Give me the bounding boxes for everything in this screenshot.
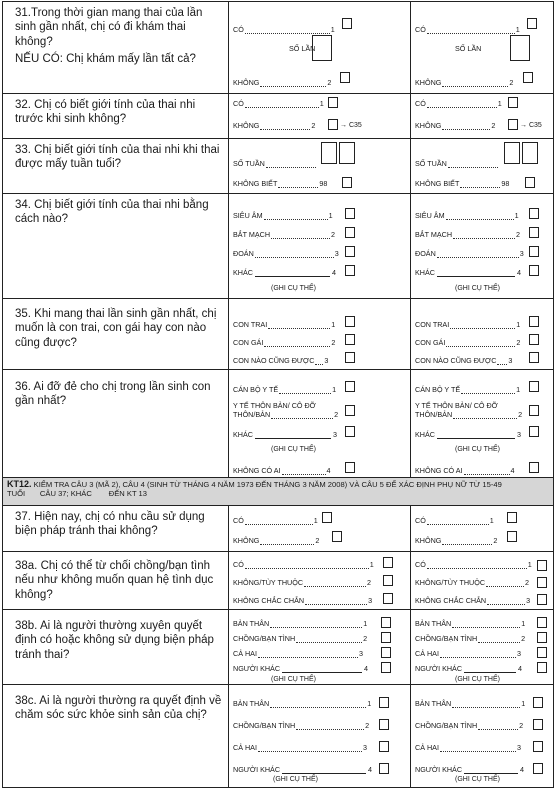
q38b-row: 38b. Ai là người thường xuyên quyết định có hoặc không sử dụng biện pháp tránh thai? BẢN THÂN 1 CHỒNG/BẠN TÌNH 2 CẢ HAI 3 NGƯỜI KHÁC 4 (GHI CỤ THỂ) BẢN THÂN 1 CHỒNG/BẠN TÌNH 2 CẢ HAI 3 NGƯỜI KHÁC 4 (GHI CỤ THỂ) xyxy=(3,610,553,685)
q32-row: 32. Chị có biết giới tính của thai nhi trước khi sinh không? CÓ 1 KHÔNG 2 → C35 CÓ 1 KHÔNG 2 → C35 xyxy=(3,94,553,139)
q38b-chong-checkbox-2[interactable] xyxy=(537,632,547,643)
q31-khong-checkbox-2[interactable] xyxy=(523,72,533,83)
q35-question: 35. Khi mang thai lần sinh gần nhất, chị muốn là con trai, con gái hay con nào cũng được? xyxy=(3,299,229,369)
q35-con-nao-checkbox-2[interactable] xyxy=(529,352,539,363)
q32-khong-checkbox[interactable] xyxy=(328,119,338,130)
q31-khong-checkbox[interactable] xyxy=(340,72,350,83)
q35-con-trai-checkbox-2[interactable] xyxy=(529,316,539,327)
q36-y-te-checkbox[interactable] xyxy=(345,405,355,416)
q36-question: 36. Ai đỡ đẻ cho chị trong lần sinh con gần nhất? xyxy=(3,370,229,477)
q37-co-checkbox[interactable] xyxy=(322,512,332,523)
q35-con-nao-checkbox[interactable] xyxy=(345,352,355,363)
q38c-ca-hai-checkbox-2[interactable] xyxy=(533,741,543,752)
q32-co-checkbox[interactable] xyxy=(328,97,338,108)
q38a-co-checkbox[interactable] xyxy=(383,557,393,568)
q38b-nguoi-khac-checkbox[interactable] xyxy=(381,662,391,673)
q37-khong-checkbox-2[interactable] xyxy=(507,531,517,542)
q36-khong-co-ai-checkbox[interactable] xyxy=(345,462,355,473)
q38b-question: 38b. Ai là người thường xuyên quyết định có hoặc không sử dụng biện pháp tránh thai? xyxy=(3,610,229,684)
q34-bat-mach-checkbox-2[interactable] xyxy=(529,227,539,238)
q38a-khong-checkbox[interactable] xyxy=(383,575,393,586)
q35-con-trai-checkbox[interactable] xyxy=(345,316,355,327)
q38c-nguoi-khac-checkbox[interactable] xyxy=(379,763,389,774)
q38c-ban-than-checkbox-2[interactable] xyxy=(533,697,543,708)
q31-row xyxy=(3,2,553,94)
q34-khac-checkbox[interactable] xyxy=(345,265,355,276)
q36-can-bo-checkbox-2[interactable] xyxy=(529,381,539,392)
q31-so-lan-box[interactable] xyxy=(312,35,332,61)
q38c-nguoi-khac-checkbox-2[interactable] xyxy=(533,763,543,774)
q33-weeks-box-1[interactable] xyxy=(321,142,337,164)
q38c-ca-hai-checkbox[interactable] xyxy=(379,741,389,752)
q38c-ban-than-checkbox[interactable] xyxy=(379,697,389,708)
q38a-row: 38a. Chị có thể từ chối chồng/bạn tình nếu như không muốn quan hệ tình dục không? CÓ 1 KHÔNG/TÙY THUỘC 2 KHÔNG CHẮC CHẮN 3 CÓ 1 KHÔNG/TÙY THUỘC 2 KHÔNG CHẮC CHẮN 3 xyxy=(3,552,553,610)
q32-co-checkbox-2[interactable] xyxy=(508,97,518,108)
q31-col1: CÓ 1 SỐ LẦN KHÔNG 2 xyxy=(229,2,411,93)
q36-khac-checkbox[interactable] xyxy=(345,426,355,437)
q34-row: 34. Chị biết giới tính của thai nhi bằng cách nào? SIÊU ÂM 1 BẮT MẠCH 2 ĐOÁN 3 KHÁC 4 (GHI CỤ THỂ) SIÊU ÂM 1 BẮT MẠCH 2 ĐOÁN 3 KHÁC 4 (GHI CỤ THỂ) xyxy=(3,194,553,299)
q34-sieu-am-checkbox-2[interactable] xyxy=(529,208,539,219)
q31-question xyxy=(3,2,229,93)
q37-khong-checkbox[interactable] xyxy=(332,531,342,542)
q32-question: 32. Chị có biết giới tính của thai nhi trước khi sinh không? xyxy=(3,94,229,138)
q38c-question: 38c. Ai là người thường ra quyết định về chăm sóc sức khỏe sinh sản của chị? xyxy=(3,685,229,787)
q38b-ca-hai-checkbox-2[interactable] xyxy=(537,647,547,658)
q36-y-te-checkbox-2[interactable] xyxy=(529,405,539,416)
kt12-banner: KT12. KIỂM TRA CÂU 3 (MÃ 2), CÂU 4 (SINH TỪ THÁNG 4 NĂM 1973 ĐẾN THÁNG 3 NĂM 2008) VÀ CÂU 5 ĐỂ XÁC ĐỊNH PHỤ NỮ TỪ 15-49 TUỔI CÂU 37; KHÁC ĐẾN KT 13 xyxy=(3,478,553,506)
q35-con-gai-checkbox-2[interactable] xyxy=(529,334,539,345)
q38a-khong-checkbox-2[interactable] xyxy=(537,577,547,588)
q38a-co-checkbox-2[interactable] xyxy=(537,560,547,571)
questionnaire-form xyxy=(2,1,554,788)
q38c-chong-checkbox-2[interactable] xyxy=(533,719,543,730)
q38c-row: 38c. Ai là người thường ra quyết định về chăm sóc sức khỏe sinh sản của chị? BẢN THÂN 1 CHỒNG/BẠN TÌNH 2 CẢ HAI 3 NGƯỜI KHÁC 4 (GHI CỤ THỂ) BẢN THÂN 1 CHỒNG/BẠN TÌNH 2 CẢ HAI 3 NGƯỜI KHÁC 4 (GHI CỤ THỂ) xyxy=(3,685,553,787)
q38b-ca-hai-checkbox[interactable] xyxy=(381,647,391,658)
q38b-nguoi-khac-checkbox-2[interactable] xyxy=(537,662,547,673)
q36-can-bo-checkbox[interactable] xyxy=(345,381,355,392)
q38c-chong-checkbox[interactable] xyxy=(379,719,389,730)
q38b-ban-than-checkbox-2[interactable] xyxy=(537,617,547,628)
q38a-khong-chac-checkbox-2[interactable] xyxy=(537,594,547,605)
q35-con-gai-checkbox[interactable] xyxy=(345,334,355,345)
q34-sieu-am-checkbox[interactable] xyxy=(345,208,355,219)
q37-co-checkbox-2[interactable] xyxy=(507,512,517,523)
q36-khong-co-ai-checkbox-2[interactable] xyxy=(529,462,539,473)
q33-khong-biet-checkbox[interactable] xyxy=(342,177,352,188)
q33-weeks-box-3[interactable] xyxy=(504,142,520,164)
q35-row: 35. Khi mang thai lần sinh gần nhất, chị muốn là con trai, con gái hay con nào cũng được? CON TRAI 1 CON GÁI 2 CON NÀO CŨNG ĐƯỢC 3 CON TRAI 1 CON GÁI 2 CON NÀO CŨNG ĐƯỢC 3 xyxy=(3,299,553,370)
q34-question: 34. Chị biết giới tính của thai nhi bằng cách nào? xyxy=(3,194,229,298)
q31-sub: NẾU CÓ: Chị khám mấy lần tất cả? xyxy=(15,53,196,66)
q38b-chong-checkbox[interactable] xyxy=(381,632,391,643)
q37-question: 37. Hiện nay, chị có nhu cầu sử dụng biện pháp tránh thai không? xyxy=(3,506,229,551)
q34-bat-mach-checkbox[interactable] xyxy=(345,227,355,238)
q31-co-checkbox-2[interactable] xyxy=(527,18,537,29)
q31-so-lan-box-2[interactable] xyxy=(510,35,530,61)
q38a-question: 38a. Chị có thể từ chối chồng/bạn tình nếu như không muốn quan hệ tình dục không? xyxy=(3,552,229,609)
q37-row: 37. Hiện nay, chị có nhu cầu sử dụng biện pháp tránh thai không? CÓ 1 KHÔNG 2 CÓ 1 KHÔNG 2 xyxy=(3,506,553,552)
q38a-khong-chac-checkbox[interactable] xyxy=(383,593,393,604)
q33-row: 33. Chị biết giới tính của thai nhi khi thai được mấy tuần tuổi? SỐ TUẦN KHÔNG BIẾT 98 SỐ TUẦN KHÔNG BIẾT 98 xyxy=(3,139,553,194)
q33-weeks-box-2[interactable] xyxy=(339,142,355,164)
q34-doan-checkbox-2[interactable] xyxy=(529,246,539,257)
q33-khong-biet-checkbox-2[interactable] xyxy=(525,177,535,188)
q33-weeks-box-4[interactable] xyxy=(522,142,538,164)
kt12-text: KIỂM TRA CÂU 3 (MÃ 2), CÂU 4 (SINH TỪ THÁNG 4 NĂM 1973 ĐẾN THÁNG 3 NĂM 2008) VÀ CÂU 5 ĐỂ XÁC ĐỊNH PHỤ NỮ TỪ 15-49 xyxy=(33,480,502,489)
q34-khac-checkbox-2[interactable] xyxy=(529,265,539,276)
kt12-title: KT12. xyxy=(7,479,32,489)
q32-khong-checkbox-2[interactable] xyxy=(508,119,518,130)
q38b-ban-than-checkbox[interactable] xyxy=(381,617,391,628)
q31-col2: CÓ 1 SỐ LẦN KHÔNG 2 xyxy=(411,2,553,93)
q34-doan-checkbox[interactable] xyxy=(345,246,355,257)
q36-khac-checkbox-2[interactable] xyxy=(529,426,539,437)
q31-co-checkbox[interactable] xyxy=(342,18,352,29)
q36-row: 36. Ai đỡ đẻ cho chị trong lần sinh con gần nhất? CÁN BỘ Y TẾ 1 Y TẾ THÔN BẢN/ CÔ ĐỠ THÔN/BẢN 2 KHÁC 3 (GHI CỤ THỂ) KHÔNG CÓ AI 4 CÁN BỘ Y TẾ 1 Y TẾ THÔN BẢN/ CÔ ĐỠ THÔN/BẢN 2 KHÁC 3 (GHI CỤ THỂ) KHÔNG CÓ AI 4 xyxy=(3,370,553,478)
q33-question: 33. Chị biết giới tính của thai nhi khi thai được mấy tuần tuổi? xyxy=(3,139,229,193)
q31-text: 31.Trong thời gian mang thai của lần sinh gần nhất, chị có đi khám thai không? xyxy=(15,7,203,48)
